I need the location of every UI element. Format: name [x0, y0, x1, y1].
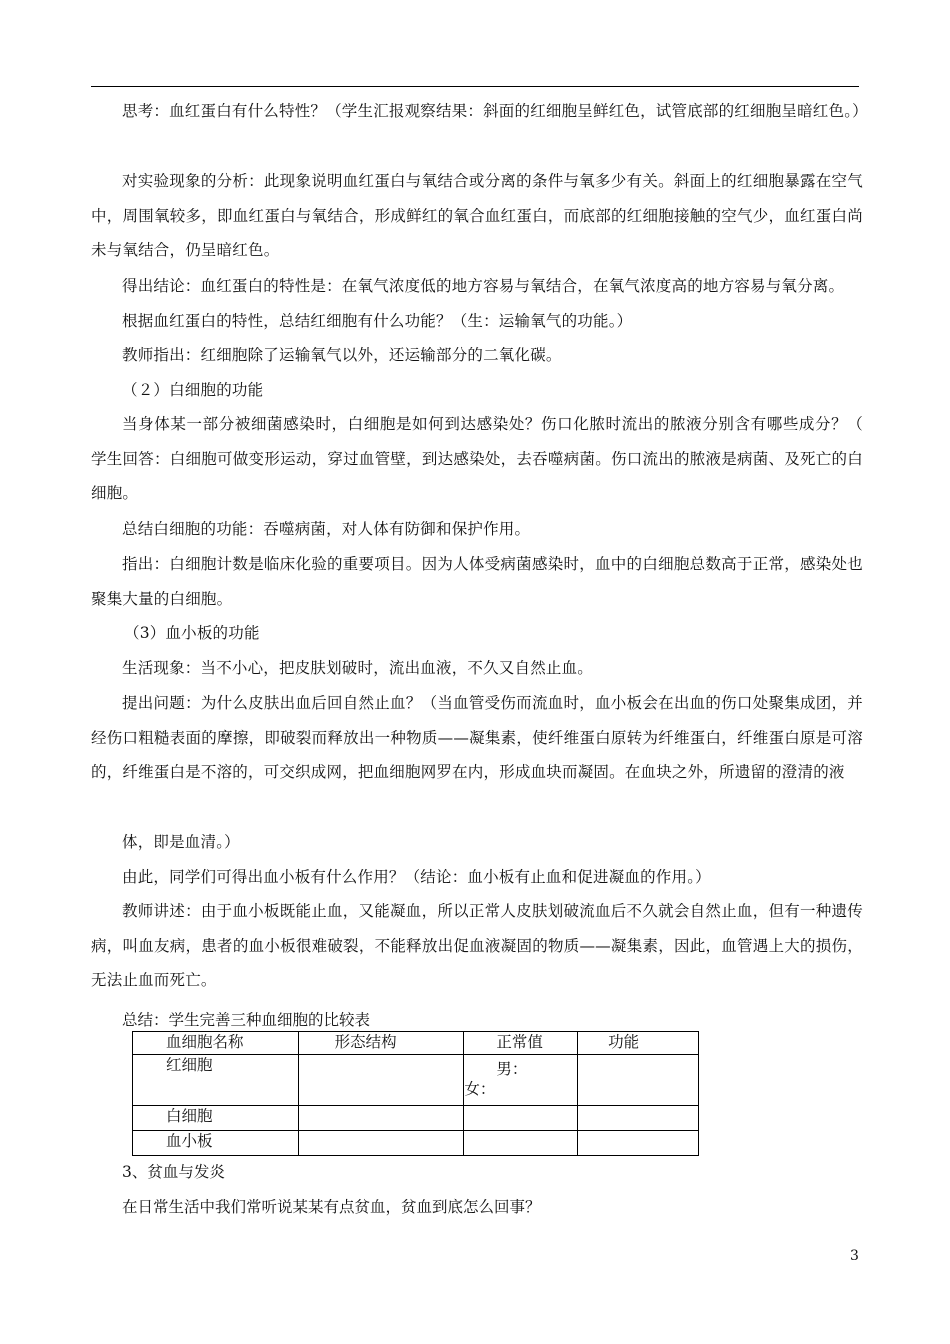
- heading-platelet-function: （3）血小板的功能: [124, 624, 260, 642]
- cell-name: 白细胞: [133, 1106, 299, 1131]
- header-rule: [91, 86, 859, 87]
- table-row: [133, 1131, 699, 1156]
- table-header-row: [133, 1032, 699, 1055]
- blood-cell-comparison-table: [132, 1031, 699, 1156]
- paragraph-serum: 体，即是血清。）: [122, 833, 240, 851]
- paragraph-analysis: 对实验现象的分析：此现象说明血红蛋白与氧结合或分离的条件与氧多少有关。斜面上的红细胞暴露在空气中，周围氧较多，即血红蛋白与氧结合，形成鲜红的氧合血红蛋白，而底部的红细胞接触的空气少，血红蛋白尚未与氧结合，仍呈暗红色。: [91, 172, 863, 259]
- cell-function[interactable]: [578, 1106, 699, 1131]
- cell-normal-value[interactable]: [464, 1106, 578, 1131]
- header-cell: 功能: [578, 1032, 699, 1055]
- table-row: [133, 1055, 699, 1106]
- paragraph-life-phenomenon: 生活现象：当不小心，把皮肤划破时，流出血液，不久又自然止血。: [122, 659, 594, 677]
- male-label: 男：: [496, 1060, 528, 1078]
- page-number: 3: [850, 1248, 859, 1264]
- paragraph-wbc-summary: 总结白细胞的功能：吞噬病菌，对人体有防御和保护作用。: [122, 520, 531, 538]
- header-cell: 形态结构: [298, 1032, 464, 1055]
- paragraph-hemophilia: 教师讲述：由于血小板既能止血，又能凝血，所以正常人皮肤划破流血后不久就会自然止血，但有一种遗传病，叫血友病，患者的血小板很难破裂，不能释放出促血液凝固的物质——凝集素，因此，血管遇上大的损伤，无法止血而死亡。: [91, 902, 863, 989]
- table-row: [133, 1106, 699, 1131]
- cell-morphology[interactable]: [298, 1131, 464, 1156]
- cell-normal-value[interactable]: [464, 1055, 578, 1106]
- paragraph-teacher-note: 教师指出：红细胞除了运输氧气以外，还运输部分的二氧化碳。: [122, 346, 562, 364]
- paragraph-rbc-function: 根据血红蛋白的特性，总结红细胞有什么功能？（生：运输氧气的功能。）: [122, 312, 633, 330]
- cell-morphology[interactable]: [298, 1055, 464, 1106]
- paragraph-anemia-question: 在日常生活中我们常听说某某有点贫血，贫血到底怎么回事？: [122, 1198, 541, 1216]
- paragraph-platelet-role: 由此，同学们可得出血小板有什么作用？（结论：血小板有止血和促进凝血的作用。）: [122, 868, 711, 886]
- paragraph-thinking: 思考：血红蛋白有什么特性？（学生汇报观察结果：斜面的红细胞呈鲜红色，试管底部的红细胞呈暗红色。）: [122, 102, 868, 120]
- paragraph-wbc-question: 当身体某一部分被细菌感染时，白细胞是如何到达感染处？伤口化脓时流出的脓液分别含有哪些成分？（ 学生回答：白细胞可做变形运动，穿过血管壁，到达感染处，去吞噬病菌。伤口流出的脓液是病菌、及死亡的白细胞。: [91, 415, 879, 502]
- paragraph-conclusion: 得出结论：血红蛋白的特性是：在氧气浓度低的地方容易与氧结合，在氧气浓度高的地方容易与氧分离。: [122, 277, 845, 295]
- table-caption: 总结：学生完善三种血细胞的比较表: [122, 1011, 371, 1029]
- cell-function[interactable]: [578, 1055, 699, 1106]
- cell-name: 红细胞: [133, 1055, 299, 1106]
- heading-anemia-inflammation: 3、贫血与发炎: [122, 1163, 225, 1181]
- header-cell: 血细胞名称: [133, 1032, 299, 1055]
- cell-normal-value[interactable]: [464, 1131, 578, 1156]
- cell-function[interactable]: [578, 1131, 699, 1156]
- paragraph-wbc-count: 指出：白细胞计数是临床化验的重要项目。因为人体受病菌感染时，血中的白细胞总数高于正常，感染处也聚集大量的白细胞。: [91, 555, 863, 608]
- female-label: 女：: [464, 1080, 496, 1098]
- paragraph-question: 提出问题：为什么皮肤出血后回自然止血？（当血管受伤而流血时，血小板会在出血的伤口处聚集成团，并经伤口粗糙表面的摩擦，即破裂而释放出一种物质——凝集素，使纤维蛋白原转为纤维蛋白，纤维蛋白原是可溶的，纤维蛋白是不溶的，可交织成网，把血细胞网罗在内，形成血块而凝固。在血块之外，所遗留的澄清的液: [91, 694, 863, 781]
- cell-morphology[interactable]: [298, 1106, 464, 1131]
- header-cell: 正常值: [464, 1032, 578, 1055]
- heading-wbc-function: （２）白细胞的功能: [122, 381, 264, 399]
- cell-name: 血小板: [133, 1131, 299, 1156]
